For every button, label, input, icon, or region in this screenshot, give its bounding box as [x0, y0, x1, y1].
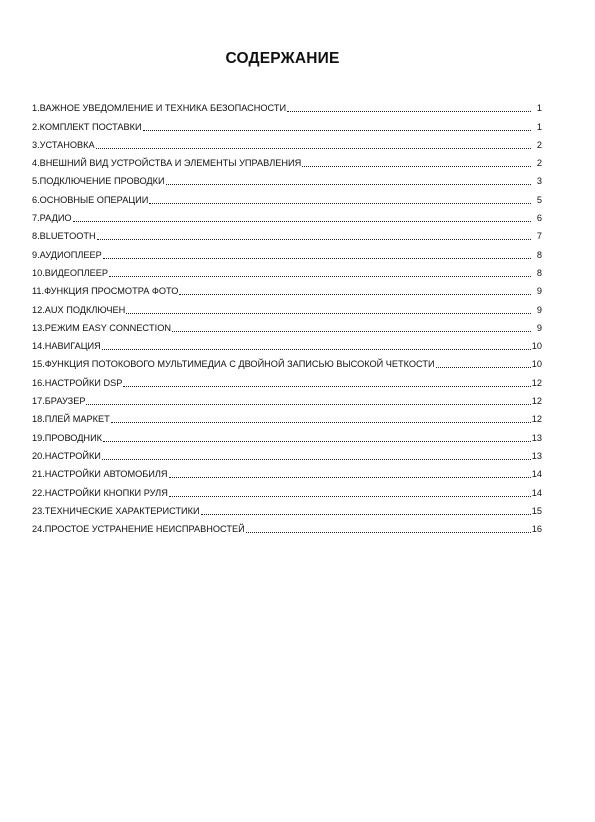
toc-entry-label: 7.РАДИО [32, 213, 72, 224]
toc-entry[interactable] [32, 389, 542, 407]
toc-entry-label: 1.ВАЖНОЕ УВЕДОМЛЕНИЕ И ТЕХНИКА БЕЗОПАСНОСТИ [32, 103, 287, 114]
toc-entry[interactable] [32, 206, 542, 224]
toc-entry-page-number: 9 [536, 286, 542, 297]
toc-entry-label: 4.ВНЕШНИЙ ВИД УСТРОЙСТВА И ЭЛЕМЕНТЫ УПРАВЛЕНИЯ [32, 158, 302, 169]
dot-leader [246, 532, 531, 533]
toc-entry[interactable] [32, 114, 542, 132]
toc-entry-page-number: 10 [531, 341, 542, 352]
toc-entry-page-number: 1 [536, 103, 542, 114]
dot-leader [103, 441, 531, 442]
dot-leader [169, 496, 531, 497]
toc-entry-label: 9.АУДИОПЛЕЕР [32, 249, 102, 260]
toc-entry[interactable] [32, 96, 542, 114]
dot-leader [436, 367, 531, 368]
toc-entry-page-number: 9 [536, 304, 542, 315]
dot-leader [169, 477, 531, 478]
toc-entry[interactable] [32, 480, 542, 498]
dot-leader [287, 111, 531, 112]
toc-entry-page-number: 13 [531, 450, 542, 461]
dot-leader [302, 166, 531, 167]
dot-leader [201, 514, 531, 515]
toc-entry[interactable] [32, 499, 542, 517]
toc-entry-label: 18.ПЛЕЙ МАРКЕТ [32, 414, 110, 425]
toc-entry-page-number: 12 [531, 414, 542, 425]
dot-leader [149, 203, 531, 204]
toc-entry-label: 13.РЕЖИМ EASY CONNECTION [32, 322, 171, 333]
toc-entry-page-number: 13 [531, 432, 542, 443]
table-of-contents [32, 96, 542, 535]
toc-entry-label: 22.НАСТРОЙКИ КНОПКИ РУЛЯ [32, 487, 168, 498]
toc-entry[interactable] [32, 425, 542, 443]
toc-entry-label: 19.ПРОВОДНИК [32, 432, 103, 443]
toc-entry-page-number: 10 [531, 359, 542, 370]
toc-entry-label: 17.БРАУЗЕР [32, 396, 86, 407]
toc-entry-page-number: 12 [531, 377, 542, 388]
dot-leader [86, 404, 530, 405]
toc-entry-label: 12.AUX ПОДКЛЮЧЕН [32, 304, 126, 315]
toc-entry-page-number: 12 [531, 396, 542, 407]
toc-entry[interactable] [32, 297, 542, 315]
toc-entry-page-number: 9 [536, 322, 542, 333]
toc-entry-page-number: 14 [531, 469, 542, 480]
toc-entry-page-number: 2 [536, 158, 542, 169]
toc-entry[interactable] [32, 279, 542, 297]
toc-entry-page-number: 6 [536, 213, 542, 224]
toc-entry-label: 23.ТЕХНИЧЕСКИЕ ХАРАКТЕРИСТИКИ [32, 505, 200, 516]
toc-entry-label: 15.ФУНКЦИЯ ПОТОКОВОГО МУЛЬТИМЕДИА С ДВОЙНОЙ ЗАПИСЬЮ ВЫСОКОЙ ЧЕТКОСТИ [32, 359, 435, 370]
toc-entry[interactable] [32, 407, 542, 425]
toc-entry-label: 8.BLUETOOTH [32, 231, 96, 242]
toc-entry[interactable] [32, 352, 542, 370]
toc-entry[interactable] [32, 151, 542, 169]
toc-entry[interactable] [32, 133, 542, 151]
toc-entry-label: 3.УСТАНОВКА [32, 139, 95, 150]
dot-leader [109, 276, 531, 277]
toc-entry[interactable] [32, 462, 542, 480]
dot-leader [73, 221, 531, 222]
dot-leader [126, 313, 531, 314]
toc-entry-label: 21.НАСТРОЙКИ АВТОМОБИЛЯ [32, 469, 168, 480]
toc-entry-page-number: 15 [531, 505, 542, 516]
toc-entry-label: 5.ПОДКЛЮЧЕНИЕ ПРОВОДКИ [32, 176, 165, 187]
toc-entry[interactable] [32, 224, 542, 242]
dot-leader [103, 258, 531, 259]
toc-entry-label: 6.ОСНОВНЫЕ ОПЕРАЦИИ [32, 194, 149, 205]
toc-entry-label: 24.ПРОСТОЕ УСТРАНЕНИЕ НЕИСПРАВНОСТЕЙ [32, 524, 245, 535]
toc-entry[interactable] [32, 261, 542, 279]
dot-leader [97, 239, 531, 240]
dot-leader [123, 386, 530, 387]
toc-entry-label: 20.НАСТРОЙКИ [32, 450, 101, 461]
toc-entry-page-number: 1 [536, 121, 542, 132]
toc-entry-label: 14.НАВИГАЦИЯ [32, 341, 101, 352]
toc-entry[interactable] [32, 316, 542, 334]
toc-entry-page-number: 14 [531, 487, 542, 498]
toc-entry[interactable] [32, 242, 542, 260]
dot-leader [102, 459, 531, 460]
toc-entry[interactable] [32, 517, 542, 535]
toc-entry-page-number: 3 [536, 176, 542, 187]
dot-leader [111, 422, 531, 423]
toc-entry[interactable] [32, 187, 542, 205]
toc-entry[interactable] [32, 444, 542, 462]
toc-entry[interactable] [32, 370, 542, 388]
toc-entry-label: 2.КОМПЛЕКТ ПОСТАВКИ [32, 121, 142, 132]
toc-entry[interactable] [32, 334, 542, 352]
toc-entry-page-number: 2 [536, 139, 542, 150]
dot-leader [172, 331, 531, 332]
toc-entry-label: 10.ВИДЕОПЛЕЕР [32, 267, 109, 278]
dot-leader [143, 130, 531, 131]
page-title: СОДЕРЖАНИЕ [225, 50, 340, 67]
toc-entry-label: 16.НАСТРОЙКИ DSP [32, 377, 123, 388]
toc-entry-label: 11.ФУНКЦИЯ ПРОСМОТРА ФОТО [32, 286, 179, 297]
toc-entry-page-number: 8 [536, 267, 542, 278]
toc-entry-page-number: 16 [531, 524, 542, 535]
toc-entry-page-number: 5 [536, 194, 542, 205]
dot-leader [166, 184, 531, 185]
dot-leader [96, 148, 531, 149]
toc-entry-page-number: 7 [536, 231, 542, 242]
dot-leader [102, 349, 531, 350]
toc-entry-page-number: 8 [536, 249, 542, 260]
dot-leader [179, 294, 531, 295]
toc-entry[interactable] [32, 169, 542, 187]
